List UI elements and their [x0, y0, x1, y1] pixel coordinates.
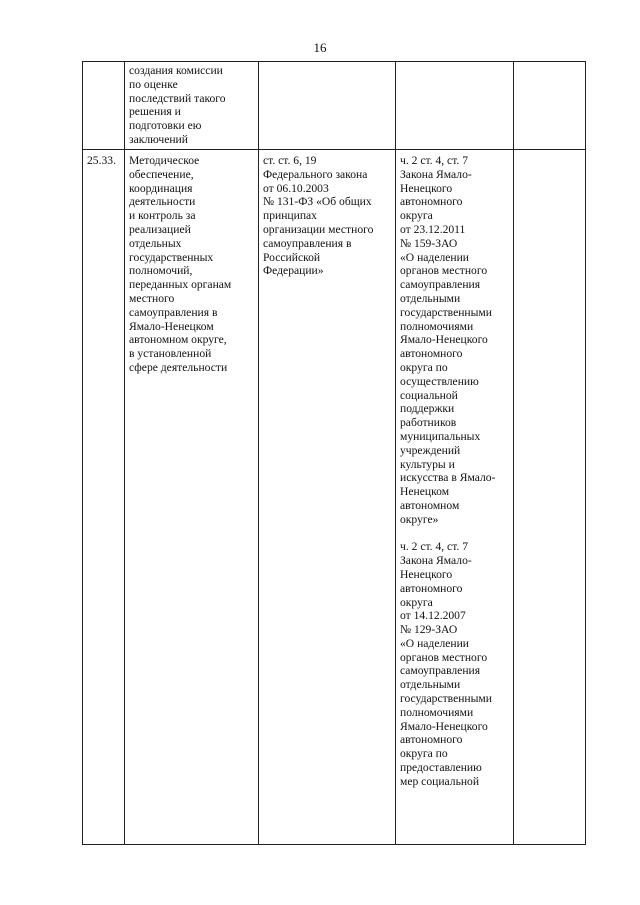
regional-basis-cell: [396, 62, 514, 150]
row-number-cell: [83, 62, 125, 150]
description-cell: Методическое обеспечение, координация деятельности и контроль за реализацией отдельных государственных полномочий, переданных органам местного самоуправления в Ямало-Ненецком автономном округе, в установленной сфере деятельности: [125, 150, 259, 845]
row-number-cell: 25.33.: [83, 150, 125, 845]
note-cell: [514, 62, 586, 150]
federal-basis-cell: ст. ст. 6, 19 Федерального закона от 06.10.2003 № 131-ФЗ «Об общих принципах организации местного самоуправления в Российской Федерации»: [259, 150, 396, 845]
description-cell: создания комиссии по оценке последствий такого решения и подготовки ею заключений: [125, 62, 259, 150]
federal-basis-cell: [259, 62, 396, 150]
powers-table: [82, 61, 586, 845]
regional-basis-cell: ч. 2 ст. 4, ст. 7 Закона Ямало- Ненецкого автономного округа от 23.12.2011 № 159-ЗАО «О наделении органов местного самоуправления отдельными государственными полномочиями Ямало-Ненецкого автономного округа по осуществлению социальной поддержки работников муниципальных учреждений культуры и искусства в Ямало- Ненецком автономном округе» ч. 2 ст. 4, ст. 7 Закона Ямало- Ненецкого автономного округа от 14.12.2007 № 129-ЗАО «О наделении органов местного самоуправления отдельными государственными полномочиями Ямало-Ненецкого автономного округа по предоставлению мер социальной: [396, 150, 514, 845]
note-cell: [514, 150, 586, 845]
table-row: [83, 150, 586, 845]
page-number: 16: [313, 40, 327, 55]
table-row: [83, 62, 586, 150]
